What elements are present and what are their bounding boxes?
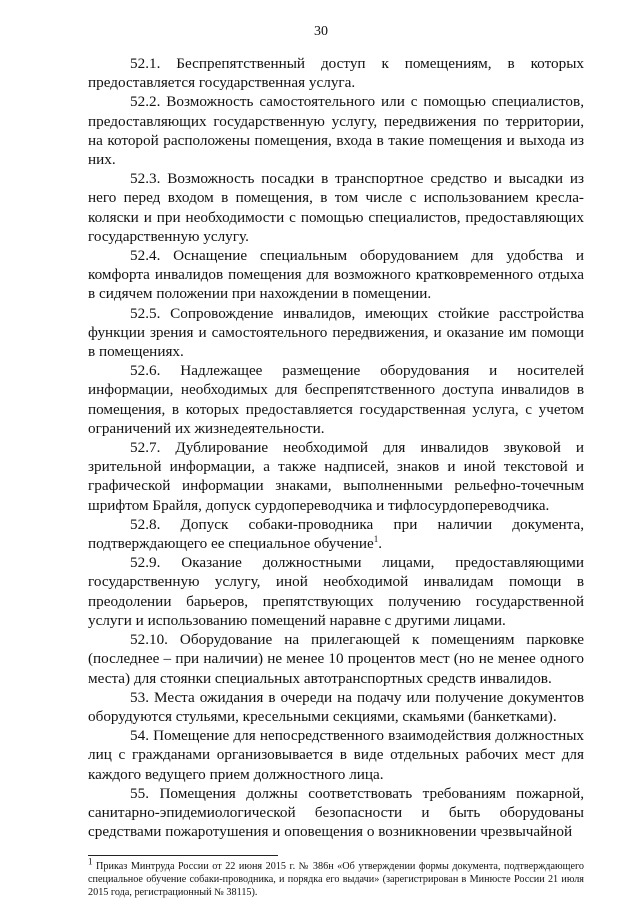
footnote-reference[interactable]: 1 bbox=[373, 534, 379, 545]
paragraph-54: 54. Помещение для непосредственного взаимодействия должностных лиц с гражданами организовывается в виде отдельных рабочих мест для каждого ведущего прием должностного лица. bbox=[88, 727, 584, 783]
paragraph-52-10: 52.10. Оборудование на прилегающей к помещениям парковке (последнее – при наличии) не менее 10 процентов мест (но не менее одного места) для стоянки специальных автотранспортных средств инвалидов. bbox=[88, 631, 584, 687]
paragraph-52-3: 52.3. Возможность посадки в транспортное средство и высадки из него перед входом в помещения, в том числе с использованием кресла-коляски и при необходимости с помощью специалистов, предоставляющих государственную услугу. bbox=[88, 170, 584, 245]
paragraph-52-9: 52.9. Оказание должностными лицами, предоставляющими государственную услугу, иной необходимой инвалидам помощи в преодолении барьеров, препятствующих получению государственной услуги и использованию помещений наравне с другими лицами. bbox=[88, 554, 584, 629]
paragraph-55: 55. Помещения должны соответствовать требованиям пожарной, санитарно-эпидемиологической безопасности и быть оборудованы средствами пожаротушения и оповещения о возникновении чрезвычайной bbox=[88, 784, 584, 841]
paragraph-52-7: 52.7. Дублирование необходимой для инвалидов звуковой и зрительной информации, а также надписей, знаков и иной текстовой и графической информации знаками, выполненными рельефно-точечным шрифтом Брайля, допуск сурдопереводчика и тифлосурдопереводчика. bbox=[88, 439, 584, 514]
footnote bbox=[88, 856, 584, 899]
footnote-divider bbox=[88, 855, 278, 856]
paragraph-53: 53. Места ожидания в очереди на подачу или получение документов оборудуются стульями, кресельными секциями, скамьями (банкетками). bbox=[88, 688, 584, 725]
paragraph-52-4: 52.4. Оснащение специальным оборудованием для удобства и комфорта инвалидов помещения для возможного кратковременного отдыха в сидячем положении при нахождении в помещении. bbox=[88, 247, 584, 303]
paragraph-52-8-text: 52.8. Допуск собаки-проводника при наличии документа, подтверждающего ее специальное обучение bbox=[88, 515, 584, 553]
paragraph-52-6: 52.6. Надлежащее размещение оборудования и носителей информации, необходимых для беспрепятственного доступа инвалидов в помещения, в которых предоставляется государственная услуга, с учетом ограничений их жизнедеятельности. bbox=[88, 362, 584, 437]
paragraph-52-8 bbox=[88, 515, 584, 553]
paragraph-52-1: 52.1. Беспрепятственный доступ к помещениям, в которых предоставляется государственная услуга. bbox=[88, 55, 584, 92]
page-number: 30 bbox=[314, 24, 328, 39]
paragraph-52-5: 52.5. Сопровождение инвалидов, имеющих стойкие расстройства функции зрения и самостоятельного передвижения, и оказание им помощи в помещениях. bbox=[88, 304, 584, 361]
paragraph-52-8-end: . bbox=[378, 535, 383, 553]
paragraph-52-2: 52.2. Возможность самостоятельного или с помощью специалистов, предоставляющих государственную услугу, передвижения по территории, на которой расположены помещения, входа в такие помещения и выхода из них. bbox=[88, 93, 584, 169]
footnote-marker: 1 bbox=[88, 856, 93, 867]
footnote-text: Приказ Минтруда России от 22 июня 2015 г. № 386н «Об утверждении формы документа, подтверждающего специальное обучение собаки-проводника, и порядка его выдачи» (зарегистрирован в Минюсте России 21 июля 2015 года, регистрационный № 38115). bbox=[88, 861, 584, 899]
document-body bbox=[88, 54, 584, 841]
